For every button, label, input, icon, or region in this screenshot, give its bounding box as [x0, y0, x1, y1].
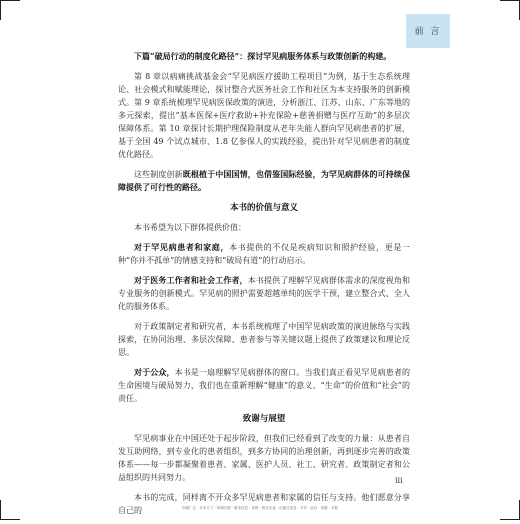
thanks-section-title: 致谢与展望 [242, 414, 286, 424]
part3-body: 第 8 章以病痛挑战基金会“罕见病医疗援助工程项目”为例，基于生态系统理论、社会模式和赋能理论，探讨整合式医务社会工作和社区为本支持服务的创新模式。第 9 章系统梳理罕见病医保政策的演进，分析浙江、江苏、山东、广东等地的多元探索，提出“基本医保+医疗救助+补充保险+慈善捐赠与医疗互助”的多层次保障体系。第 10 章探讨长期护理保险制度从老年失能人群向罕见病患者的扩展，基于全国 49 个试点城市、1.8 亿参保人的实践经验，提出针对罕见病患者的制度优化路径。 [118, 72, 410, 159]
value-item-workers [118, 274, 410, 313]
value-section-title: 本书的价值与意义 [229, 203, 298, 213]
part3-heading: 下篇“破局行动的制度化路径”：探讨罕见病服务体系与政策创新的构建。 [134, 51, 392, 61]
value-item-text: 本书是一扇理解罕见病群体的窗口。当我们真正看见罕见病患者的生命困境与破局努力，我们也在重新理解“健康”的意义、“生命”的价值和“社会”的责任。 [118, 368, 411, 403]
value-item-policy [118, 320, 410, 359]
running-header: 前 言 [414, 27, 442, 37]
value-intro: 本书希望为以下群体提供价值： [134, 223, 246, 232]
value-item-text: 对于政策制定者和研究者，本书系统梳理了中国罕见病政策的演进脉络与实践探索，在协同治理、多层次保障、患者参与等关键议题上提供了政策建议和理论反思。 [118, 322, 410, 357]
value-item-patients [118, 241, 410, 267]
page-content [118, 50, 410, 524]
value-item-text: 本书提供了理解罕见病群体需求的深度视角和专业服务的创新模式。罕见病的照护需要超越单纯的医学干预，建立整合式、全人化的服务体系。 [118, 276, 411, 311]
crop-mark [0, 0, 20, 1]
value-item-text: 本书提供的不仅是疾病知识和照护经验，更是一种“你并不孤单”的情感支持和“破局有道”的行动启示。 [118, 243, 411, 265]
thanks-para-2: 本书的完成，同样离不开众多罕见病患者和家属的信任与支持。他们愿意分享自己的 [118, 493, 410, 515]
value-item-public [118, 366, 410, 405]
thanks-para-1: 罕见病事业在中国还处于起步阶段，但我们已经看到了改变的力量：从患者自发互助网络，到专业化的患者组织，到多方协同的治理创新，再到逐步完善的政策体系——每一步都凝聚着患者、家属、医护人员、社工、研究者、政策制定者和公益组织的共同努力。 [118, 434, 410, 482]
summary-plain: 这些制度创新 [134, 170, 183, 179]
summary-paragraph [118, 168, 410, 194]
value-item-lead: 对于罕见病患者和家庭， [134, 242, 230, 252]
page-number: iii [395, 476, 403, 485]
value-item-lead: 对于医务工作者和社会工作者， [134, 275, 248, 285]
summary-highlight: 既根植于中国国情，也借鉴国际经验，为罕见病群体的可持续保障提供了可行性的路径。 [118, 169, 411, 192]
value-item-lead: 对于公众， [134, 367, 175, 377]
crop-mark [0, 0, 1, 20]
crop-mark [500, 0, 520, 1]
crop-mark [0, 500, 1, 520]
print-footer: 印刷厂名 · 开本尺寸 · 印刷日期 · 版本信息 · 页码 · 校对记录 · 出版社信息 · 书号 · 定价 · 印数 · 字数 [182, 506, 338, 510]
